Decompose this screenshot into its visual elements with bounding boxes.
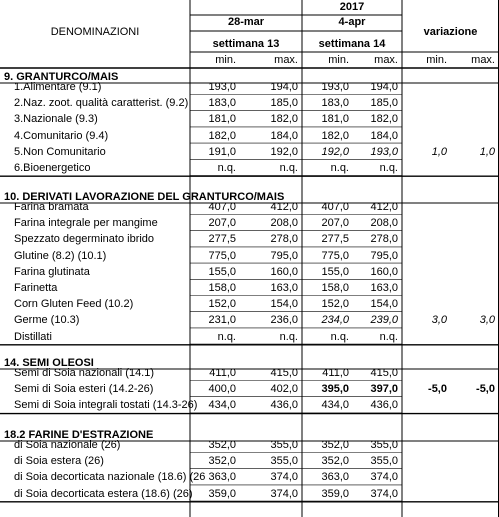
row-label: 6.Bioenergetico <box>14 162 91 174</box>
row-label: 4.Comunitario (9.4) <box>14 129 109 142</box>
column-header-denominazioni: DENOMINAZIONI <box>50 26 140 38</box>
row-label: Farina integrale per mangime <box>14 217 158 230</box>
price-cell: 355,0 <box>270 439 298 451</box>
price-cell: 163,0 <box>270 282 298 294</box>
price-cell: 363,0 <box>321 471 349 484</box>
price-cell: 184,0 <box>270 129 298 142</box>
price-cell: 407,0 <box>321 201 349 213</box>
price-cell: 192,0 <box>270 145 298 158</box>
price-cell: n.q. <box>330 162 349 174</box>
price-cell: 182,0 <box>321 129 349 142</box>
price-cell: 182,0 <box>208 129 236 142</box>
row-label: di Soia decorticata nazionale (18.6) (26 <box>14 471 206 484</box>
price-cell: 436,0 <box>270 399 298 412</box>
row-label: Distillati <box>14 330 52 343</box>
column-header-variazione: variazione <box>423 26 478 38</box>
price-cell: 355,0 <box>270 455 298 468</box>
price-cell: 374,0 <box>370 487 398 500</box>
price-cell: 194,0 <box>370 81 398 93</box>
price-cell: 181,0 <box>208 113 236 126</box>
price-cell: 155,0 <box>321 265 349 278</box>
variation-cell: -5,0 <box>476 383 495 396</box>
price-cell: 359,0 <box>208 487 236 500</box>
price-cell: 191,0 <box>208 145 236 158</box>
price-cell: 163,0 <box>370 282 398 294</box>
row-label: Corn Gluten Feed (10.2) <box>14 298 134 311</box>
price-cell: 795,0 <box>270 249 298 262</box>
price-cell: 355,0 <box>370 455 398 468</box>
max-header: max. <box>471 54 495 66</box>
row-label: Farina bramata <box>14 201 89 213</box>
price-cell: 795,0 <box>370 249 398 262</box>
price-cell: 193,0 <box>208 81 236 93</box>
price-cell: 352,0 <box>321 439 349 451</box>
price-cell: n.q. <box>279 330 298 343</box>
price-cell: 185,0 <box>370 97 398 110</box>
price-cell: 193,0 <box>370 145 398 158</box>
price-cell: 277,5 <box>321 233 349 246</box>
row-label: Semi di Soia integrali tostati (14.3-26) <box>14 399 198 412</box>
row-label: 5.Non Comunitario <box>14 145 106 158</box>
price-cell: 152,0 <box>208 298 236 311</box>
week-date-1: 28-mar <box>227 16 265 28</box>
min-header: min. <box>215 54 236 66</box>
year-label: 2017 <box>339 1 365 13</box>
price-cell: 775,0 <box>321 249 349 262</box>
price-cell: 395,0 <box>321 383 349 396</box>
price-cell: 278,0 <box>270 233 298 246</box>
price-cell: 154,0 <box>370 298 398 311</box>
price-cell: 400,0 <box>208 383 236 396</box>
price-cell: 152,0 <box>321 298 349 311</box>
row-label: Semi di Soia nazionali (14.1) <box>14 367 155 379</box>
price-cell: 182,0 <box>270 113 298 126</box>
section-title: 14. SEMI OLEOSI <box>4 357 94 369</box>
price-cell: 154,0 <box>270 298 298 311</box>
week-date-2: 4-apr <box>338 16 366 28</box>
price-cell: 434,0 <box>321 399 349 412</box>
price-cell: 411,0 <box>322 367 349 379</box>
price-cell: 207,0 <box>321 217 349 230</box>
variation-cell: 3,0 <box>431 314 447 327</box>
price-cell: 183,0 <box>208 97 236 110</box>
variation-cell: 1,0 <box>479 145 495 158</box>
price-cell: n.q. <box>379 330 398 343</box>
section-title: 9. GRANTURCO/MAIS <box>4 71 119 83</box>
price-cell: 192,0 <box>321 145 349 158</box>
row-label: Farina glutinata <box>14 265 90 278</box>
price-cell: 278,0 <box>370 233 398 246</box>
price-cell: 181,0 <box>321 113 349 126</box>
week-number-2: settimana 14 <box>318 38 386 50</box>
max-header: max. <box>374 54 398 66</box>
price-cell: 397,0 <box>370 383 398 396</box>
price-cell: 208,0 <box>270 217 298 230</box>
price-cell: 352,0 <box>208 439 236 451</box>
price-cell: n.q. <box>279 162 298 174</box>
price-cell: 402,0 <box>270 383 298 396</box>
row-label: di Soia decorticata estera (18.6) (26) <box>14 487 193 500</box>
price-cell: 436,0 <box>370 399 398 412</box>
price-cell: 207,0 <box>208 217 236 230</box>
price-cell: 775,0 <box>208 249 236 262</box>
row-label: 1.Alimentare (9.1) <box>14 81 102 93</box>
variation-cell: 3,0 <box>479 314 495 327</box>
row-label: Germe (10.3) <box>14 314 80 327</box>
price-cell: 411,0 <box>209 367 236 379</box>
price-cell: 277,5 <box>208 233 236 246</box>
price-cell: n.q. <box>217 162 236 174</box>
variation-cell: -5,0 <box>428 383 447 396</box>
price-cell: 374,0 <box>270 487 298 500</box>
price-cell: 359,0 <box>321 487 349 500</box>
price-cell: 231,0 <box>208 314 236 327</box>
price-cell: 208,0 <box>370 217 398 230</box>
min-header: min. <box>426 54 447 66</box>
price-cell: 363,0 <box>208 471 236 484</box>
price-cell: 407,0 <box>208 201 236 213</box>
variation-cell: 1,0 <box>431 145 447 158</box>
price-cell: 352,0 <box>321 455 349 468</box>
price-cell: 434,0 <box>208 399 236 412</box>
row-label: Glutine (8.2) (10.1) <box>14 249 107 262</box>
price-cell: 155,0 <box>208 265 236 278</box>
price-cell: 183,0 <box>321 97 349 110</box>
row-label: Semi di Soia esteri (14.2-26) <box>14 383 154 396</box>
section-title: 10. DERIVATI LAVORAZIONE DEL GRANTURCO/MAIS <box>4 191 285 203</box>
row-label: 2.Naz. zoot. qualità caratterist. (9.2) <box>14 97 189 110</box>
price-cell: 184,0 <box>370 129 398 142</box>
min-header: min. <box>328 54 349 66</box>
price-cell: 239,0 <box>370 314 398 327</box>
row-label: 3.Nazionale (9.3) <box>14 113 98 126</box>
price-cell: 158,0 <box>321 282 349 294</box>
price-cell: 412,0 <box>370 201 398 213</box>
price-cell: 374,0 <box>370 471 398 484</box>
row-label: di Soia estera (26) <box>14 455 104 468</box>
week-number-1: settimana 13 <box>212 38 280 50</box>
price-cell: 352,0 <box>208 455 236 468</box>
price-cell: 415,0 <box>270 367 298 379</box>
row-label: Spezzato degerminato ibrido <box>14 233 155 246</box>
price-cell: 412,0 <box>270 201 298 213</box>
price-cell: 355,0 <box>370 439 398 451</box>
row-label: di Soia nazionale (26) <box>14 439 121 451</box>
price-cell: n.q. <box>330 330 349 343</box>
price-cell: 194,0 <box>270 81 298 93</box>
price-cell: n.q. <box>217 330 236 343</box>
price-cell: 234,0 <box>321 314 349 327</box>
price-cell: 236,0 <box>270 314 298 327</box>
price-cell: 160,0 <box>370 265 398 278</box>
row-label: Farinetta <box>14 282 58 294</box>
section-title: 18.2 FARINE D'ESTRAZIONE <box>4 429 154 441</box>
max-header: max. <box>274 54 298 66</box>
price-cell: 374,0 <box>270 471 298 484</box>
price-cell: 182,0 <box>370 113 398 126</box>
price-cell: n.q. <box>379 162 398 174</box>
price-cell: 193,0 <box>321 81 349 93</box>
price-cell: 185,0 <box>270 97 298 110</box>
price-cell: 160,0 <box>270 265 298 278</box>
price-cell: 158,0 <box>208 282 236 294</box>
price-cell: 415,0 <box>370 367 398 379</box>
